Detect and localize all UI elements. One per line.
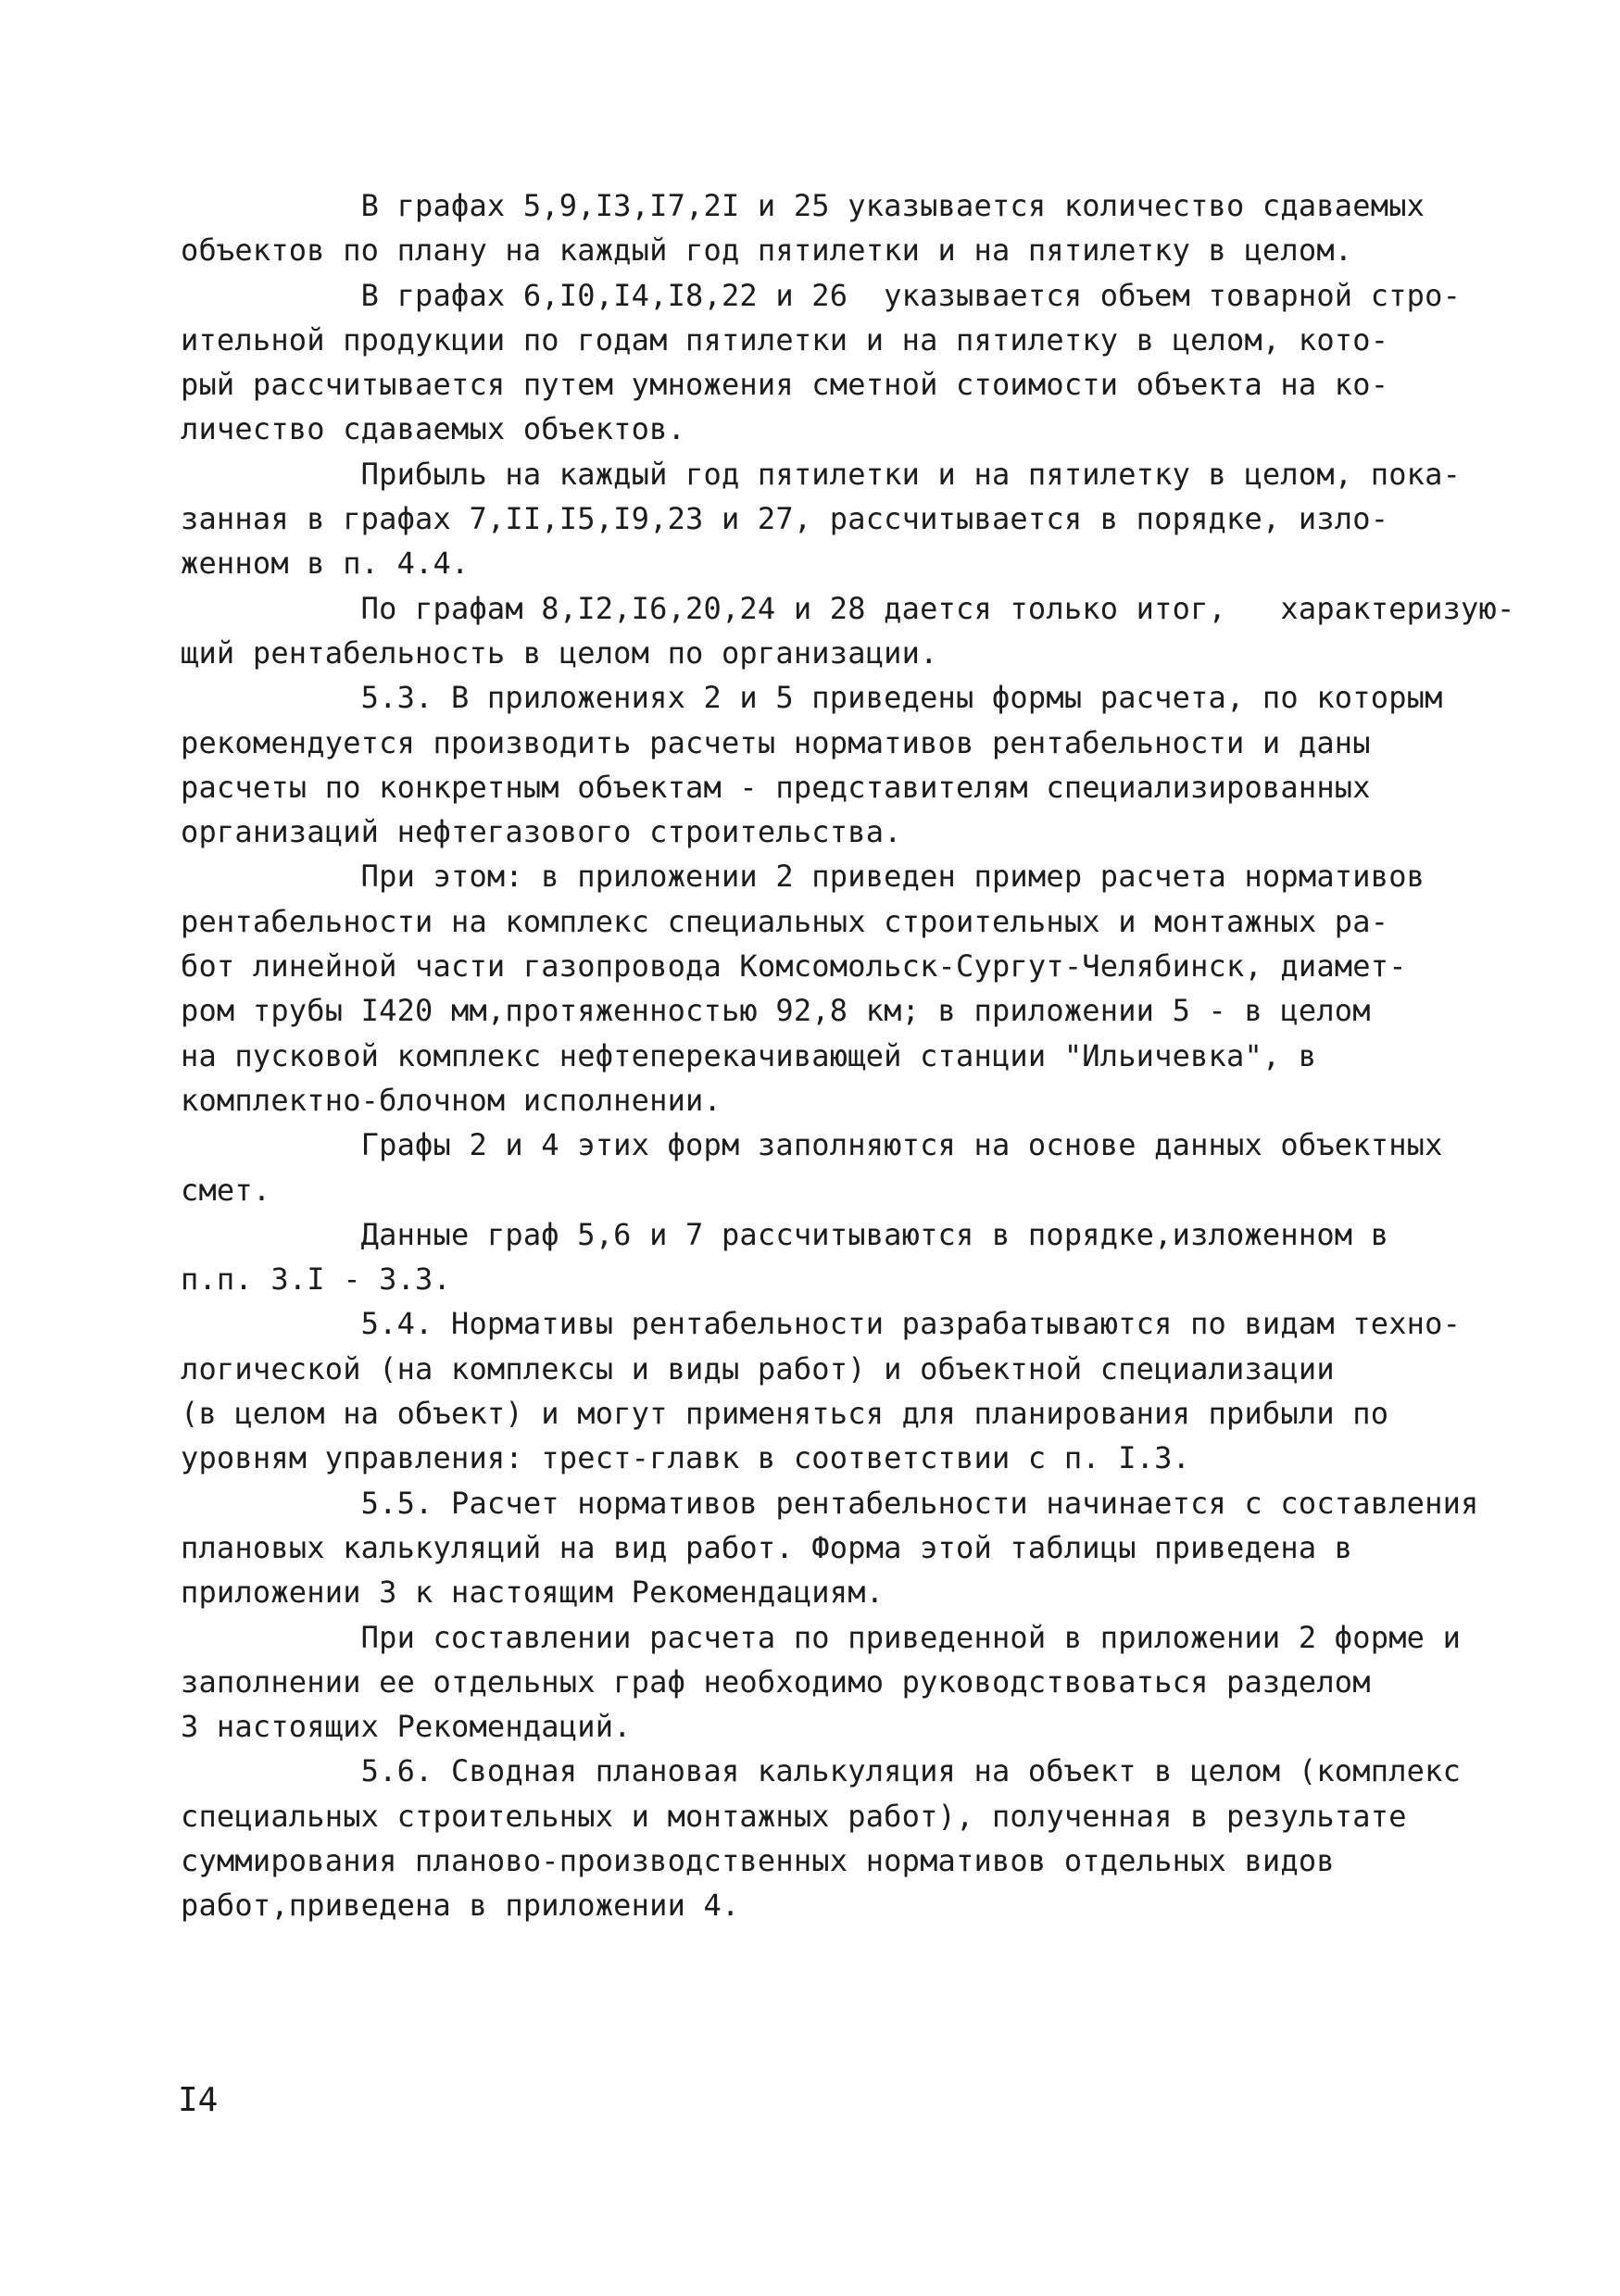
text-line: (в целом на объект) и могут применяться для планирования прибыли по	[181, 1396, 1389, 1432]
text-line: организаций нефтегазового строительства.	[181, 814, 902, 850]
text-line: плановых калькуляций на вид работ. Форма этой таблицы приведена в	[181, 1529, 1353, 1565]
text-line: заполнении ее отдельных граф необходимо руководствоваться разделом	[181, 1663, 1371, 1700]
text-line: женном в п. 4.4.	[181, 546, 470, 582]
text-line: рекомендуется производить расчеты нормативов рентабельности и даны	[181, 724, 1371, 760]
text-line: ром трубы I420 мм,протяженностью 92,8 км; в приложении 5 - в целом	[181, 993, 1371, 1029]
text-line: рентабельности на комплекс специальных строительных и монтажных ра-	[181, 903, 1389, 939]
text-line: 5.4. Нормативы рентабельности разрабатываются по видам техно-	[181, 1306, 1462, 1342]
text-line: уровням управления: трест-главк в соответствии с п. I.3.	[181, 1440, 1191, 1476]
text-line: комплектно-блочном исполнении.	[181, 1082, 722, 1118]
text-line: объектов по плану на каждый год пятилетки и на пятилетку в целом.	[181, 232, 1353, 269]
text-line: бот линейной части газопровода Комсомольск-Сургут-Челябинск, диамет-	[181, 948, 1407, 985]
text-line: В графах 5,9,I3,I7,2I и 25 указывается количество сдаваемых	[181, 188, 1425, 223]
text-line: 5.3. В приложениях 2 и 5 приведены формы расчета, по которым	[181, 680, 1443, 716]
text-line: 5.6. Сводная плановая калькуляция на объект в целом (комплекс	[181, 1753, 1462, 1789]
text-line: При этом: в приложении 2 приведен пример расчета нормативов	[181, 859, 1425, 895]
text-line: занная в графах 7,II,I5,I9,23 и 27, рассчитывается в порядке, изло-	[181, 501, 1389, 537]
text-line: ительной продукции по годам пятилетки и на пятилетку в целом, кото-	[181, 321, 1389, 358]
text-line: Прибыль на каждый год пятилетки и на пятилетку в целом, пока-	[181, 456, 1462, 492]
text-line: смет.	[181, 1172, 271, 1208]
text-line: В графах 6,I0,I4,I8,22 и 26 указывается объем товарной стро-	[181, 277, 1462, 313]
text-line: рый рассчитывается путем умножения сметной стоимости объекта на ко-	[181, 367, 1389, 403]
text-line: 5.5. Расчет нормативов рентабельности начинается с составления	[181, 1485, 1479, 1521]
text-line: специальных строительных и монтажных работ), полученная в результате	[181, 1798, 1407, 1834]
text-line: При составлении расчета по приведенной в приложении 2 форме и	[181, 1619, 1462, 1655]
text-line: приложении 3 к настоящим Рекомендациям.	[181, 1575, 885, 1611]
body-text	[181, 183, 1515, 1928]
text-line: логической (на комплексы и виды работ) и объектной специализации	[181, 1350, 1335, 1386]
text-line: на пусковой комплекс нефтеперекачивающей станции "Ильичевка", в	[181, 1037, 1317, 1073]
text-line: суммирования планово-производственных нормативов отдельных видов	[181, 1842, 1335, 1878]
text-line: Данные граф 5,6 и 7 рассчитываются в порядке,изложенном в	[181, 1216, 1389, 1252]
text-line: 3 настоящих Рекомендаций.	[181, 1709, 632, 1745]
text-line: Графы 2 и 4 этих форм заполняются на основе данных объектных	[181, 1127, 1443, 1163]
text-line: расчеты по конкретным объектам - представителям специализированных	[181, 769, 1371, 805]
text-line: По графам 8,I2,I6,20,24 и 28 дается только итог, характеризую-	[181, 590, 1515, 626]
text-line: работ,приведена в приложении 4.	[181, 1888, 740, 1924]
text-line: щий рентабельность в целом по организации.	[181, 634, 938, 671]
page-number: I4	[178, 2081, 219, 2119]
text-line: п.п. 3.I - 3.3.	[181, 1261, 451, 1298]
text-line: личество сдаваемых объектов.	[181, 411, 686, 447]
